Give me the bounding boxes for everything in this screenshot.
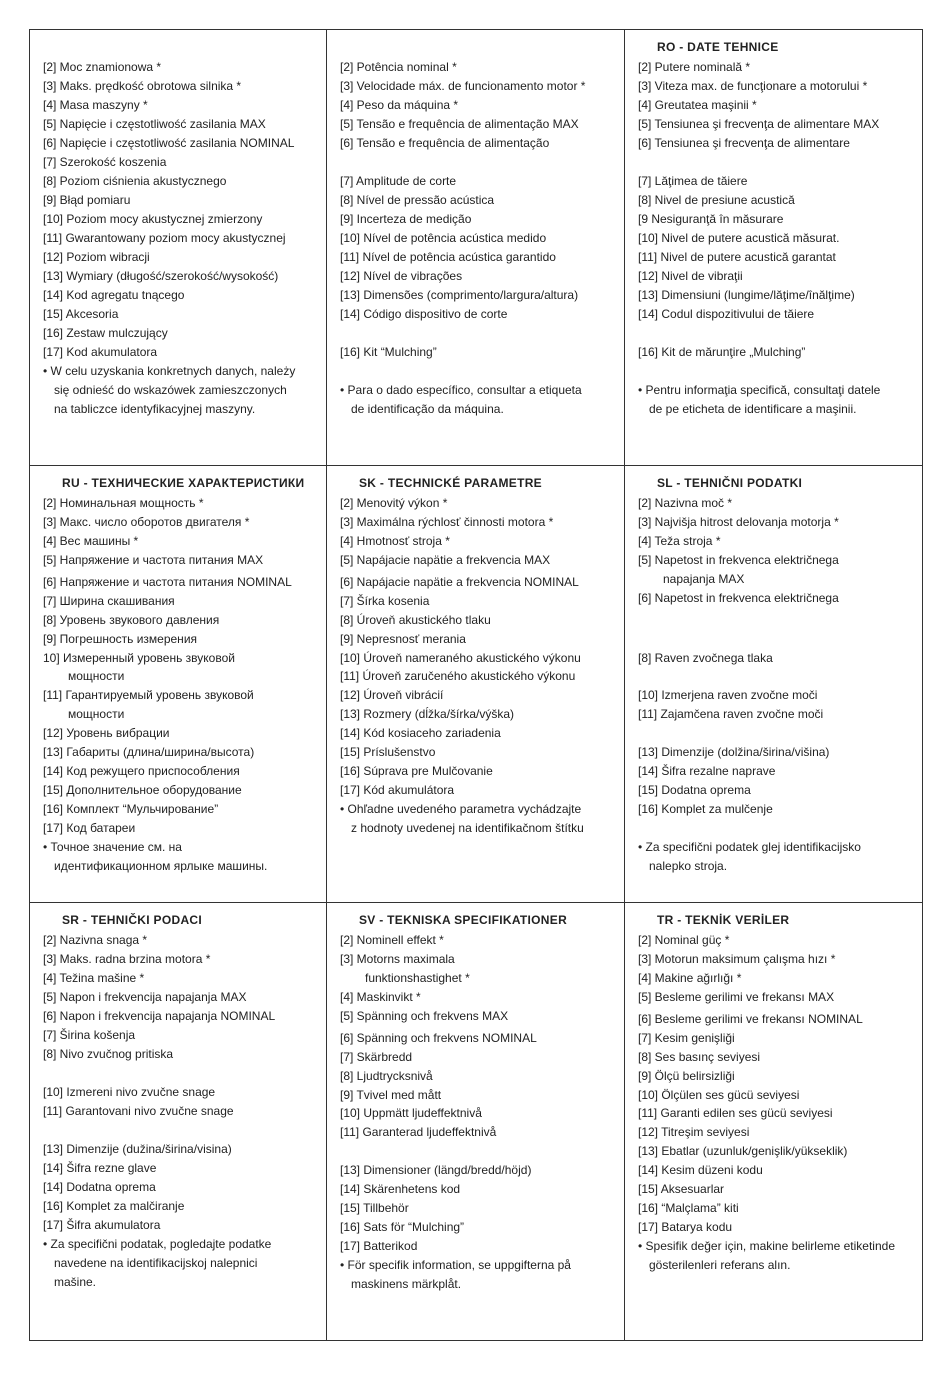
spec-line: [9] Nepresnosť merania [340,631,466,646]
spec-line: мощности [68,706,125,721]
spec-line: [9] Tvivel med mått [340,1087,442,1102]
spec-cell [30,903,327,1340]
spec-line: [14] Šifra rezne glave [43,1161,157,1175]
spec-line: [4] Greutatea maşinii * [638,98,757,112]
spec-line: [16] Zestaw mulczujący [43,326,168,340]
spec-line: [8] Nivel de presiune acustică [638,193,795,207]
spec-line: • W celu uzyskania konkretnych danych, należy [43,364,296,378]
spec-line: [12] Poziom wibracji [43,250,150,264]
spec-line: [6] Tensiunea şi frecvenţa de alimentare [638,136,850,150]
spec-line: [8] Уровень звукового давления [43,612,220,627]
spec-line: [13] Wymiary (długość/szerokość/wysokość) [43,269,279,283]
spec-line: [8] Nivo zvučnog pritiska [43,1047,174,1061]
spec-line: [14] Skärenhetens kod [340,1181,461,1196]
spec-line: [6] Напряжение и частота питания NOMINAL [43,574,292,589]
spec-line: [12] Уровень вибрации [43,725,170,740]
section-title: RU - ТЕХНИЧЕСКИЕ ХАРАКТЕРИСТИКИ [62,476,305,490]
spec-line: [13] Dimenzije (dužina/širina/visina) [43,1142,232,1156]
spec-line: [3] Najvišja hitrost delovanja motorja * [638,515,839,529]
spec-line: [14] Código dispositivo de corte [340,307,508,321]
spec-line: [2] Номинальная мощность * [43,496,204,510]
spec-line: [11] Garanterad ljudeffektnivå [340,1124,497,1139]
spec-line: [7] Szerokość koszenia [43,155,167,169]
spec-line: [12] Titreşim seviyesi [638,1124,750,1139]
spec-line: [14] Kod agregatu tnącego [43,288,185,302]
spec-line: [5] Napetost in frekvenca električnega [638,553,839,567]
spec-line: [5] Tensiunea şi frecvenţa de alimentare MAX [638,117,880,131]
spec-line: [13] Габариты (длина/ширина/высота) [43,744,255,759]
spec-line: [13] Dimenzije (dolžina/širina/višina) [638,744,830,759]
spec-line: [8] Úroveň akustického tlaku [340,612,491,627]
spec-line: [15] Дополнительное оборудование [43,782,242,797]
spec-line: [5] Tensão e frequência de alimentação MAX [340,117,579,131]
section-title: TR - TEKNİK VERİLER [657,913,790,927]
spec-line: [3] Motorun maksimum çalışma hızı * [638,952,836,966]
spec-line: [7] Skärbredd [340,1049,413,1064]
spec-line: [10] Uppmätt ljudeffektnivå [340,1105,482,1120]
spec-line: [2] Nominell effekt * [340,933,444,947]
section-title: SV - TEKNISKA SPECIFIKATIONER [359,913,568,927]
spec-line: [13] Dimensioner (längd/bredd/höjd) [340,1162,532,1177]
spec-line: na tabliczce identyfikacyjnej maszyny. [54,402,256,416]
spec-line: [16] “Malçlama” kiti [638,1200,739,1215]
spec-line: [4] Teža stroja * [638,534,721,548]
spec-line: [9] Błąd pomiaru [43,193,131,207]
spec-line: navedene na identifikacijskoj nalepnici [54,1256,258,1270]
spec-line: mašine. [54,1275,97,1289]
spec-line: [15] Dodatna oprema [638,782,751,797]
spec-cell [30,30,327,466]
spec-line: [11] Гарантируемый уровень звуковой [43,687,254,702]
spec-line: [2] Nominal güç * [638,933,730,947]
spec-line: [13] Dimensões (comprimento/largura/altura) [340,288,579,302]
spec-line: [11] Gwarantowany poziom mocy akustycznej [43,231,286,245]
spec-line: • Za specifični podatak, pogledajte podatke [43,1237,272,1251]
spec-line: [11] Nivel de putere acustică garantat [638,250,836,264]
spec-line: [9 Nesiguranţă în măsurare [638,212,784,226]
spec-line: [11] Nível de potência acústica garantido [340,250,556,264]
spec-line: 10] Измеренный уровень звуковой [43,650,235,665]
spec-line: • Za specifični podatek glej identifikacijsko [638,839,861,854]
spec-line: [9] Incerteza de medição [340,212,472,226]
spec-line: [17] Batarya kodu [638,1219,733,1234]
spec-line: [16] Sats för “Mulching” [340,1219,465,1234]
spec-line: [10] Nivel de putere acustică măsurat. [638,231,840,245]
spec-line: [14] Šifra rezalne naprave [638,763,776,778]
spec-line: [10] Izmereni nivo zvučne snage [43,1085,216,1099]
spec-line: [8] Ses basınç seviyesi [638,1049,761,1064]
spec-line: [15] Príslušenstvo [340,744,436,759]
spec-line: [17] Šifra akumulatora [43,1218,161,1232]
spec-line: [15] Tillbehör [340,1200,409,1215]
spec-line: gösterilenleri referans alın. [649,1257,791,1272]
spec-line: [15] Aksesuarlar [638,1181,725,1196]
section-title: SK - TECHNICKÉ PARAMETRE [359,476,542,490]
spec-line: [8] Ljudtrycksnivå [340,1068,433,1083]
section-title: RO - DATE TEHNICE [657,40,779,54]
spec-line: [5] Besleme gerilimi ve frekansı MAX [638,990,835,1004]
spec-cell [327,30,625,466]
spec-line: [12] Úroveň vibrácií [340,687,444,702]
spec-line: [14] Kesim düzeni kodu [638,1162,763,1177]
spec-line: [16] Kit “Mulching” [340,345,437,359]
spec-line: [5] Napięcie i częstotliwość zasilania MAX [43,117,266,131]
spec-line: • Spesifik değer için, makine belirleme etiketinde [638,1238,895,1253]
spec-line: [10] Nível de potência acústica medido [340,231,547,245]
spec-line: [15] Akcesoria [43,307,119,321]
spec-line: [7] Šírka kosenia [340,593,430,608]
spec-cell [625,903,922,1340]
spec-line: [4] Maskinvikt * [340,990,421,1004]
spec-line: [7] Lăţimea de tăiere [638,174,748,188]
spec-line: [16] Kit de mărunţire „Mulching” [638,345,806,359]
spec-line: [4] Masa maszyny * [43,98,148,112]
spec-line: [10] Úroveň nameraného akustického výkonu [340,650,581,665]
spec-line: [8] Poziom ciśnienia akustycznego [43,174,227,188]
spec-line: [10] Ölçülen ses gücü seviyesi [638,1087,800,1102]
spec-line: [14] Код режущего приспособления [43,763,240,778]
spec-line: [4] Hmotnosť stroja * [340,534,450,548]
spec-line: [5] Напряжение и частота питания MAX [43,553,264,567]
spec-line: [3] Velocidade máx. de funcionamento motor * [340,79,586,93]
spec-line: • Pentru informaţia specifică, consultaţi datele [638,383,881,397]
spec-line: [16] Súprava pre Mulčovanie [340,763,493,778]
spec-line: [12] Nivel de vibraţii [638,269,743,283]
spec-line: • Ohľadne uvedeného parametra vychádzajte [340,801,582,816]
spec-line: [6] Besleme gerilimi ve frekansı NOMINAL [638,1011,863,1026]
spec-line: [13] Rozmery (dĺžka/šírka/výška) [340,706,515,721]
spec-line: [13] Dimensiuni (lungime/lăţime/înălţime) [638,288,855,302]
spec-line: [9] Ölçü belirsizliği [638,1068,735,1083]
spec-line: [3] Viteza max. de funcţionare a motorului * [638,79,868,93]
spec-cell [625,466,922,903]
spec-line: [4] Težina mašine * [43,971,145,985]
spec-line: [2] Putere nominală * [638,60,751,74]
spec-line: [2] Nazivna moč * [638,496,733,510]
spec-cell [30,466,327,903]
spec-line: [8] Raven zvočnega tlaka [638,650,773,665]
spec-line: [8] Nível de pressão acústica [340,193,495,207]
spec-line: [2] Menovitý výkon * [340,496,448,510]
spec-table [29,29,923,1341]
spec-line: [3] Maks. prędkość obrotowa silnika * [43,79,242,93]
spec-line: [6] Napon i frekvencija napajanja NOMINAL [43,1009,276,1023]
spec-cell [327,903,625,1340]
spec-line: [9] Погрешность измерения [43,631,198,646]
spec-line: [6] Tensão e frequência de alimentação [340,136,550,150]
spec-line: [5] Napájacie napätie a frekvencia MAX [340,553,551,567]
spec-line: [4] Вес машины * [43,534,139,548]
spec-line: de pe eticheta de identificare a maşinii. [649,402,857,416]
spec-line: napajanja MAX [663,572,745,586]
spec-line: [4] Makine ağırlığı * [638,971,742,985]
spec-line: [2] Nazivna snaga * [43,933,148,947]
spec-line: • Точное значение см. на [43,839,182,854]
spec-line: [3] Макс. число оборотов двигателя * [43,515,250,529]
spec-line: [2] Potência nominal * [340,60,457,74]
spec-line: [11] Garantovani nivo zvučne snage [43,1104,234,1118]
spec-line: [4] Peso da máquina * [340,98,459,112]
spec-line: funktionshastighet * [365,971,470,985]
spec-line: [10] Poziom mocy akustycznej zmierzony [43,212,263,226]
spec-line: [11] Garanti edilen ses gücü seviyesi [638,1105,833,1120]
spec-line: [17] Kod akumulatora [43,345,158,359]
section-title: SL - TEHNIČNI PODATKI [657,476,803,490]
spec-line: [16] Комплект “Мульчирование” [43,801,219,816]
spec-line: nalepko stroja. [649,858,728,873]
spec-line: • För specifik information, se uppgifterna på [340,1257,571,1272]
spec-line: [14] Codul dispozitivului de tăiere [638,307,815,321]
spec-line: [2] Moc znamionowa * [43,60,162,74]
spec-line: [13] Ebatlar (uzunluk/genişlik/yükseklik) [638,1143,848,1158]
spec-line: • Para o dado específico, consultar a etiqueta [340,383,582,397]
spec-line: [14] Dodatna oprema [43,1180,156,1194]
spec-line: [11] Úroveň zaručeného akustického výkonu [340,668,576,683]
spec-line: [7] Ширина скашивания [43,593,175,608]
spec-line: [3] Motorns maximala [340,952,455,966]
spec-line: [5] Napon i frekvencija napajanja MAX [43,990,247,1004]
spec-line: [6] Napetost in frekvenca električnega [638,591,839,605]
spec-line: [7] Amplitude de corte [340,174,457,188]
spec-line: maskinens märkplåt. [351,1276,462,1291]
spec-cell [327,466,625,903]
spec-line: [7] Kesim genişliği [638,1030,735,1045]
spec-line: [6] Spänning och frekvens NOMINAL [340,1030,537,1045]
spec-line: [7] Širina košenja [43,1028,136,1042]
spec-line: [11] Zajamčena raven zvočne moči [638,706,824,721]
spec-line: [12] Nível de vibrações [340,269,463,283]
spec-line: идентификационном ярлыке машины. [54,858,268,873]
spec-line: [16] Komplet za mulčenje [638,801,773,816]
spec-line: [16] Komplet za malčiranje [43,1199,185,1213]
spec-line: z hodnoty uvedenej na identifikačnom štítku [351,820,584,835]
spec-line: мощности [68,668,125,683]
spec-line: [17] Kód akumulátora [340,782,455,797]
spec-line: [14] Kód kosiaceho zariadenia [340,725,501,740]
spec-line: [6] Napięcie i częstotliwość zasilania NOMINAL [43,136,295,150]
spec-line: [3] Maximálna rýchlosť činnosti motora * [340,515,554,529]
section-title: SR - TEHNIČKI PODACI [62,913,203,927]
spec-line: [10] Izmerjena raven zvočne moči [638,687,818,702]
spec-line: się odnieść do wskazówek zamieszczonych [54,383,287,397]
spec-line: de identificação da máquina. [351,402,504,416]
spec-line: [6] Napájacie napätie a frekvencia NOMINAL [340,574,579,589]
spec-line: [17] Batterikod [340,1238,418,1253]
spec-line: [17] Код батареи [43,820,136,835]
spec-line: [5] Spänning och frekvens MAX [340,1009,509,1023]
spec-line: [3] Maks. radna brzina motora * [43,952,211,966]
spec-cell [625,30,922,466]
